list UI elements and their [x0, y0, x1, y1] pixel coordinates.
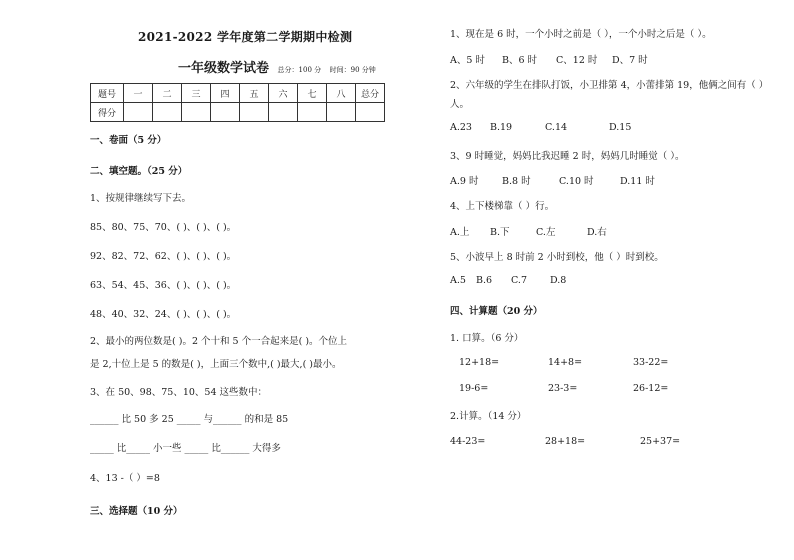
exam-subtitle [178, 57, 376, 76]
score-head-cell: 二 [153, 84, 182, 103]
question-2-line-2: 是 2,十位上是 5 的数是( )，上面三个数中,( )最大,( )最小。 [90, 359, 342, 370]
calc-item: 44-23= [450, 436, 486, 447]
score-cell[interactable] [240, 103, 269, 122]
choice-3-option: D.11 时 [620, 176, 655, 187]
choice-question-2-line-2: 人。 [450, 99, 470, 110]
score-cell[interactable] [356, 103, 385, 122]
section-4-heading: 四、计算题（20 分） [450, 306, 543, 317]
oral-calc-item: 19-6= [459, 383, 489, 394]
choice-2-option: A.23 [450, 122, 472, 133]
calc-heading: 2.计算。（14 分） [450, 411, 527, 422]
score-head-cell: 八 [327, 84, 356, 103]
score-head-cell: 三 [182, 84, 211, 103]
score-head-cell: 四 [211, 84, 240, 103]
choice-question-4: 4、上下楼梯靠（ ）行。 [450, 201, 555, 212]
score-row-label: 得分 [91, 103, 124, 122]
score-cell[interactable] [182, 103, 211, 122]
question-3-blanks-2: _____ 比_____ 小一些 _____ 比______ 大得多 [90, 443, 281, 454]
oral-calc-item: 23-3= [548, 383, 578, 394]
section-2-heading: 二、填空题。（25 分） [90, 166, 188, 177]
choice-5-option: B.6 [476, 275, 493, 286]
choice-2-option: D.15 [609, 122, 632, 133]
score-head-cell: 总分 [356, 84, 385, 103]
score-cell[interactable] [124, 103, 153, 122]
choice-5-option: A.5 [450, 275, 466, 286]
meta-time: 时间：90 分钟 [329, 66, 376, 74]
score-table-header-row [91, 84, 385, 103]
score-cell[interactable] [153, 103, 182, 122]
choice-3-option: A.9 时 [450, 176, 479, 187]
score-cell[interactable] [298, 103, 327, 122]
choice-1-option: D、7 时 [612, 55, 648, 66]
choice-question-2-line-1: 2、六年级的学生在排队打饭，小卫排第 4，小蕾排第 19，他俩之间有（ ） [450, 80, 769, 91]
choice-3-option: B.8 时 [502, 176, 531, 187]
choice-1-option: B、6 时 [502, 55, 538, 66]
choice-1-option: C、12 时 [556, 55, 598, 66]
choice-question-3: 3、9 时睡觉，妈妈比我迟睡 2 时，妈妈几时睡觉（ ）。 [450, 151, 685, 162]
choice-3-option: C.10 时 [559, 176, 594, 187]
oral-calc-item: 33-22= [633, 357, 669, 368]
choice-2-option: B.19 [490, 122, 513, 133]
question-3: 3、在 50、98、75、10、54 这些数中： [90, 387, 268, 398]
choice-question-1: 1、现在是 6 时，一个小时之前是（ ），一个小时之后是（ ）。 [450, 29, 712, 40]
choice-4-option: B.下 [490, 227, 510, 238]
choice-1-option: A、5 时 [450, 55, 485, 66]
question-3-blanks-1: ______ 比 50 多 25 _____ 与______ 的和是 85 [90, 414, 289, 425]
sequence-1: 85、80、75、70、( )、( )、( )。 [90, 222, 237, 233]
score-table [90, 83, 385, 122]
sequence-3: 63、54、45、36、( )、( )、( )。 [90, 280, 237, 291]
exam-title: 2021-2022 学年度第二学期期中检测 [138, 30, 353, 44]
meta-total: 总分：100 分 [277, 66, 322, 74]
section-3-heading: 三、选择题（10 分） [90, 506, 183, 517]
score-cell[interactable] [269, 103, 298, 122]
score-cell[interactable] [211, 103, 240, 122]
choice-4-option: A.上 [450, 227, 470, 238]
score-table-score-row [91, 103, 385, 122]
score-cell[interactable] [327, 103, 356, 122]
score-head-cell: 五 [240, 84, 269, 103]
choice-4-option: D.右 [587, 227, 607, 238]
choice-5-option: C.7 [511, 275, 527, 286]
calc-item: 25+37= [640, 436, 681, 447]
calc-item: 28+18= [545, 436, 586, 447]
subtitle-text: 一年级数学试卷 [178, 61, 270, 76]
question-4: 4、13 -（ ）=8 [90, 473, 160, 484]
oral-calc-item: 12+18= [459, 357, 500, 368]
score-head-cell: 题号 [91, 84, 124, 103]
score-head-cell: 六 [269, 84, 298, 103]
oral-calc-item: 26-12= [633, 383, 669, 394]
choice-5-option: D.8 [550, 275, 567, 286]
oral-calc-heading: 1. 口算。（6 分） [450, 333, 524, 344]
choice-question-5: 5、小波早上 8 时前 2 小时到校，他（ ）时到校。 [450, 252, 664, 263]
oral-calc-item: 14+8= [548, 357, 583, 368]
section-1-heading: 一、卷面（5 分） [90, 135, 167, 146]
sequence-4: 48、40、32、24、( )、( )、( )。 [90, 309, 237, 320]
question-2-line-1: 2、最小的两位数是( )。2 个十和 5 个一合起来是( )。个位上 [90, 336, 348, 347]
score-head-cell: 一 [124, 84, 153, 103]
score-head-cell: 七 [298, 84, 327, 103]
question-1: 1、按规律继续写下去。 [90, 193, 192, 204]
choice-4-option: C.左 [536, 227, 556, 238]
sequence-2: 92、82、72、62、( )、( )、( )。 [90, 251, 237, 262]
choice-2-option: C.14 [545, 122, 568, 133]
